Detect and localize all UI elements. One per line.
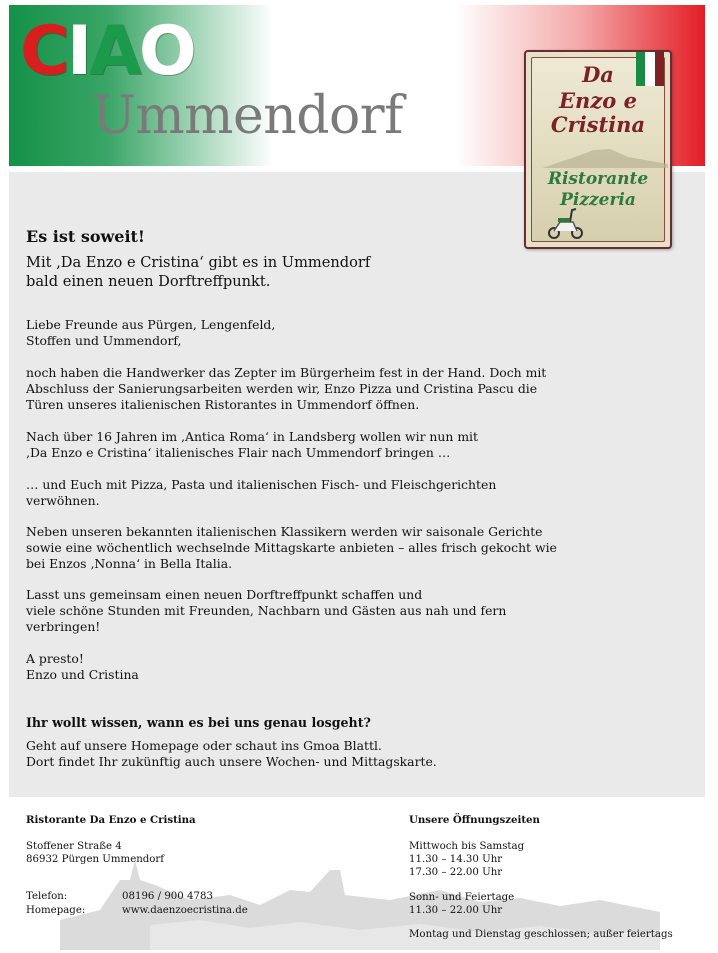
logo-text-da: Da [582, 62, 614, 87]
ciao-letter-o: O [138, 12, 194, 91]
header-subtitle: Ummendorf [92, 86, 403, 146]
footer-phone-label: Telefon: [26, 891, 68, 902]
paragraph-4: Neben unseren bekannten italienischen Klassikern werden wir saisonale Gerichte sowie eine wöchentlich wechselnde Mittagskarte anbieten – alles frisch gekocht wie bei Enzos ‚Nonna‘ in Bella Italia. [26, 524, 557, 571]
ciao-letter-i: I [66, 12, 90, 91]
opening-hours-sunday: Sonn- und Feiertage 11.30 – 22.00 Uhr [409, 892, 515, 916]
footer-homepage-label: Homepage: [26, 905, 86, 916]
paragraph-2: Nach über 16 Jahren im ‚Antica Roma‘ in Landsberg wollen wir nun mit ‚Da Enzo e Cristina‘ italienisches Flair nach Ummendorf bringen … [26, 429, 479, 460]
signoff: A presto! Enzo und Cristina [26, 651, 139, 682]
ciao-title [20, 12, 194, 91]
logo-text-pizzeria: Pizzeria [560, 190, 636, 210]
restaurant-logo [524, 50, 672, 249]
headline: Es ist soweit! [26, 227, 145, 246]
answer-text: Geht auf unsere Homepage oder schaut ins Gmoa Blattl. Dort findet Ihr zukünftig auch unsere Wochen- und Mittagskarte. [26, 738, 437, 769]
paragraph-5: Lasst uns gemeinsam einen neuen Dorftreffpunkt schaffen und viele schöne Stunden mit Freunden, Nachbarn und Gästen aus nah und fern verbringen! [26, 587, 507, 634]
closed-days-note: Montag und Dienstag geschlossen; außer feiertags [409, 929, 673, 940]
logo-text-enzo: Enzo e [559, 88, 637, 113]
greeting: Liebe Freunde aus Pürgen, Lengenfeld, Stoffen und Ummendorf, [26, 317, 276, 348]
ciao-letter-c: C [20, 12, 67, 91]
vesuvio-illustration [542, 146, 668, 168]
footer-homepage-link[interactable]: www.daenzoecristina.de [122, 905, 248, 916]
ciao-letter-a: A [89, 12, 139, 91]
lead-text: Mit ‚Da Enzo e Cristina‘ gibt es in Ummendorf bald einen neuen Dorftreffpunkt. [26, 254, 371, 290]
paragraph-3: … und Euch mit Pizza, Pasta und italienischen Fisch- und Fleischgerichten verwöhnen. [26, 477, 497, 508]
opening-hours-title: Unsere Öffnungszeiten [409, 814, 540, 826]
logo-text-cristina: Cristina [550, 112, 646, 137]
footer-restaurant-name: Ristorante Da Enzo e Cristina [26, 814, 196, 826]
paragraph-1: noch haben die Handwerker das Zepter im Bürgerheim fest in der Hand. Doch mit Abschluss der Sanierungsarbeiten werden wir, Enzo Pizza und Cristina Pascu die Türen unseres italienischen Ristorantes in Ummendorf öffnen. [26, 365, 547, 412]
logo-text-ristorante: Ristorante [547, 169, 649, 189]
question-heading: Ihr wollt wissen, wann es bei uns genau losgeht? [26, 715, 371, 730]
opening-hours-week: Mittwoch bis Samstag 11.30 – 14.30 Uhr 17.30 – 22.00 Uhr [409, 841, 525, 878]
footer-address: Stoffener Straße 4 86932 Pürgen Ummendorf [26, 841, 165, 865]
footer-phone-value: 08196 / 900 4783 [122, 891, 213, 902]
